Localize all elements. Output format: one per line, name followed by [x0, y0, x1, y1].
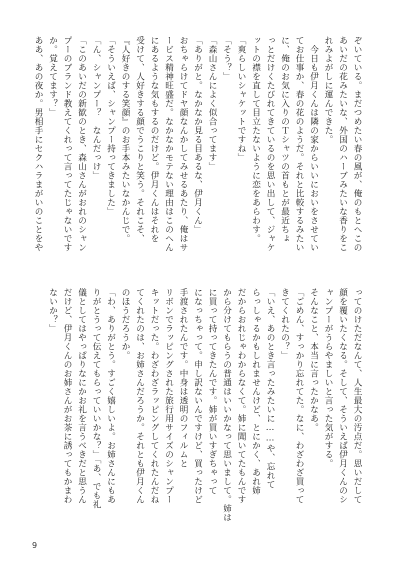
- upper-line: 受けて、人好きする顔でうこりと笑う。それこそ、: [134, 36, 145, 243]
- upper-line: 『人好きのする笑顔』のお手本みたいなかんじで。: [120, 36, 130, 243]
- upper-line: プーのブランド教えてくれって言ってたじゃないです: [62, 36, 72, 252]
- upper-line: 「このあいだの新歓のとき、森山さんがおれのシャン: [76, 36, 87, 252]
- upper-line: 「そう？」: [221, 36, 232, 81]
- upper-line: 「ありがと。なかなか見る目あるな、伊月くん」: [192, 36, 203, 234]
- lower-text-column-block: [44, 288, 364, 524]
- lower-line: 「いえ、あのとき言ったみたいに……や、忘れて: [265, 288, 275, 489]
- lower-line: キットだった。わざわざラッピングしてくれたんだね: [149, 288, 159, 504]
- lower-line: らっしゃるかもしれませんけど、とにかく、あれ姉: [250, 288, 261, 495]
- lower-line: 顔を覆いたくなる。そして、そういえば伊月くんのシ: [337, 288, 348, 504]
- lower-line: ないか？」: [47, 288, 58, 333]
- lower-body-text: [45, 288, 364, 524]
- lower-line: 儀としてはやっぱりなにかお礼を言うべきだと思うん: [76, 288, 87, 504]
- upper-body-text: [31, 36, 365, 272]
- upper-text-column-block: [33, 36, 364, 272]
- lower-line: 「ごめん、すっかり忘れてた。なに、わざわざ買って: [294, 288, 304, 504]
- page-number: 9: [32, 541, 38, 550]
- lower-line: きてくれたの？」: [279, 288, 290, 360]
- lower-line: だけど、伊月くんのお姉さんがお茶に誘ってもかまわ: [62, 288, 72, 504]
- upper-line: ットの襟を直して目立たないように恋をあらわす。: [250, 36, 261, 243]
- lower-line: から分けてもらうの普通はいいかなって思いまして。姉は: [221, 288, 232, 522]
- upper-line: ああ、あの夜か。男相手にセクハラまがいのことをや: [33, 36, 43, 252]
- upper-line: 「ん、シャンプー？ なんだっけ」: [91, 36, 101, 180]
- upper-line: てお仕事か、春の花のようだ。それと比較するみたい: [294, 36, 304, 252]
- lower-line: りがとうって伝えてもらっていいかな？」「あ、でも礼: [91, 288, 101, 509]
- lower-line: リボンでラッピングされた旅行用サイズのシャンプー: [163, 288, 174, 504]
- upper-line: 「そういえば、シャンプー持ってきました」: [105, 36, 116, 216]
- lower-line: のほうだろうか。: [120, 288, 130, 360]
- upper-line: れみよがしに運んできた。: [323, 36, 333, 144]
- upper-line: にあるような気もするのだけど。伊月くんはそれを: [149, 36, 159, 243]
- upper-line: 「森山さんによく似合ってます」: [207, 36, 217, 171]
- lower-line: ってのけただなんて、人生最大の汚点だ。思いだして: [352, 288, 362, 504]
- upper-line: 今日も伊月くんは隣の家からいいにおいをさせてい: [308, 36, 319, 252]
- lower-line: だからおれじゃわからなくて。姉に聞いてたもんです: [236, 288, 246, 504]
- upper-line: か。覚えてます？」: [47, 36, 58, 117]
- upper-line: 「爽らしいシャケットですね」: [236, 36, 246, 162]
- upper-line: ぞいている。まだつめたい春の風が、俺のもとへこの: [352, 36, 362, 252]
- lower-line: に買って持ってきたんです。姉が買いすぎちゃって: [207, 288, 217, 495]
- lower-line: ャンプーがうらやましいと言った気がする。: [323, 288, 333, 468]
- upper-line: ービス精神旺盛だ。なかなかモテない理由はこのへん: [163, 36, 174, 252]
- upper-line: あいだの花みたいな、外国のハーブみたいな香りをこ: [337, 36, 348, 252]
- lower-line: 「わ、ありがとう。すごく嬉しいよ。お姉さんにもあ: [105, 288, 116, 504]
- lower-line: そんなこと、本当に言ったかなあ。: [308, 288, 319, 432]
- lower-line: てくれたのは、お姉さんだろうか。それとも伊月くん: [134, 288, 145, 504]
- lower-line: 手渡されたんです。中身は透明のフィルムと: [178, 288, 188, 468]
- upper-line: に、俺のお気に入りのＴシャツの首もとが最近ちょ: [279, 36, 290, 243]
- lower-line: になっちゃって。申し訳ないんですけど、買ったけど: [192, 288, 203, 504]
- upper-line: おちゃらけてドヤ顔なんかしてみせるあたり、俺はサ: [178, 36, 188, 252]
- upper-line: っとだけくたびれてきているのを思い出して、ジャケ: [265, 36, 275, 252]
